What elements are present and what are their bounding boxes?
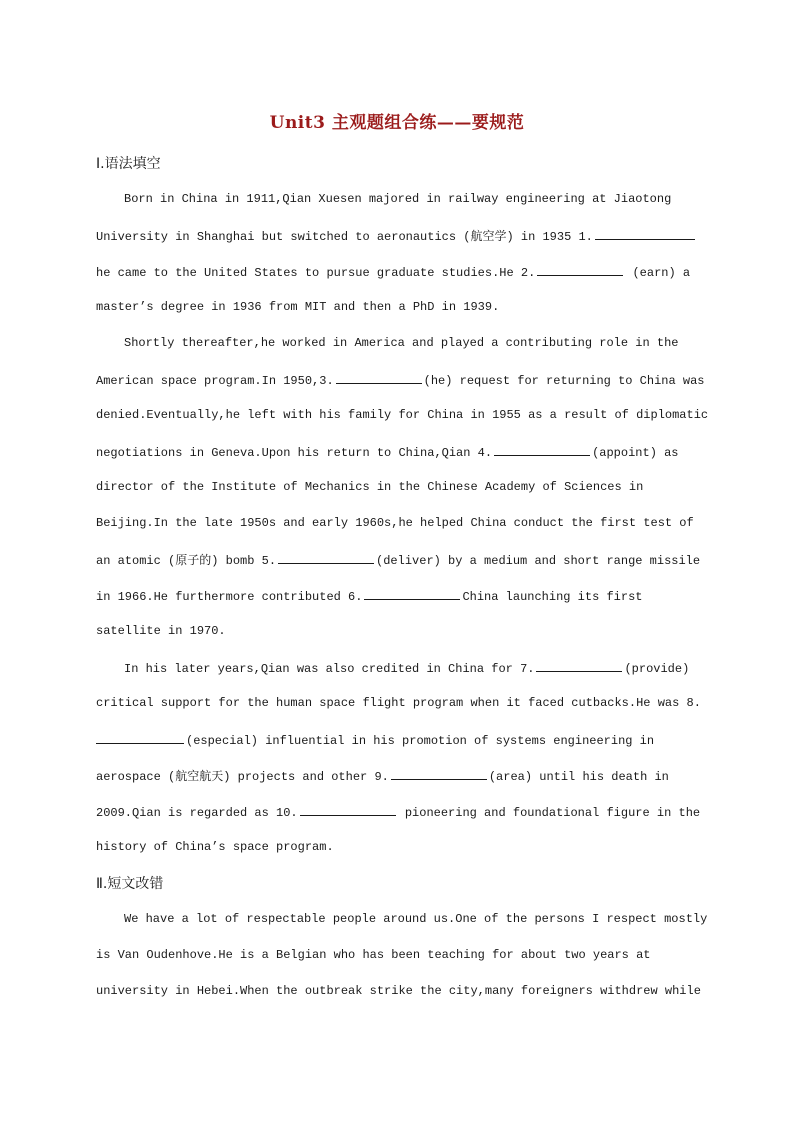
section-heading-correction: Ⅱ.短文改错 — [96, 876, 164, 892]
text-line — [124, 190, 724, 208]
answer-blank-4[interactable] — [494, 442, 590, 456]
answer-blank-7[interactable] — [536, 658, 622, 672]
line-text: University in Shanghai but switched to aeronautics (航空学) in 1935 1. — [96, 230, 593, 244]
text-line — [96, 406, 709, 424]
line-text: China launching its first — [462, 590, 643, 604]
line-text: master’s degree in 1936 from MIT and then a PhD in 1939. — [96, 300, 500, 314]
line-text: (appoint) as — [592, 446, 679, 460]
text-line — [96, 442, 696, 460]
line-text: Born in China in 1911,Qian Xuesen majored in railway engineering at Jiaotong — [124, 192, 672, 206]
section-heading-grammar: Ⅰ.语法填空 — [96, 156, 161, 172]
text-line — [96, 550, 701, 568]
line-text: (provide) — [624, 662, 690, 676]
text-line — [96, 586, 696, 604]
text-line — [96, 262, 696, 280]
line-text: (area) until his death in — [488, 770, 669, 784]
line-text: an atomic (原子的) bomb 5. — [96, 554, 277, 568]
text-line — [96, 838, 696, 856]
line-text: aerospace (航空航天) projects and other 9. — [96, 770, 389, 784]
text-line — [96, 730, 696, 748]
text-line — [96, 946, 696, 964]
line-text: (he) request for returning to China was — [423, 374, 705, 388]
line-text: Shortly thereafter,he worked in America and played a contributing role in the — [124, 336, 679, 350]
text-line — [96, 982, 701, 1000]
answer-blank-8[interactable] — [96, 730, 184, 744]
line-text: is Van Oudenhove.He is a Belgian who has been teaching for about two years at — [96, 948, 651, 962]
line-text: pioneering and foundational figure in the — [404, 806, 701, 820]
answer-blank-9[interactable] — [391, 766, 487, 780]
line-text: director of the Institute of Mechanics in the Chinese Academy of Sciences in — [96, 480, 644, 494]
text-line — [96, 478, 696, 496]
text-line — [96, 694, 701, 712]
answer-blank-6[interactable] — [364, 586, 460, 600]
line-text: (deliver) by a medium and short range missile — [376, 554, 701, 568]
text-line — [124, 334, 724, 352]
answer-blank-10[interactable] — [300, 802, 396, 816]
text-line — [96, 766, 696, 784]
text-line — [96, 622, 696, 640]
line-text: (especial) influential in his promotion of systems engineering in — [186, 734, 655, 748]
line-text: (earn) a — [632, 266, 691, 280]
text-line — [124, 910, 724, 928]
line-text: in 1966.He furthermore contributed 6. — [96, 590, 363, 604]
line-text: Beijing.In the late 1950s and early 1960s,he helped China conduct the first test of — [96, 516, 694, 530]
line-text: he came to the United States to pursue graduate studies.He 2. — [96, 266, 536, 280]
line-text: critical support for the human space flight program when it faced cutbacks.He was 8. — [96, 696, 701, 710]
answer-blank-5[interactable] — [278, 550, 374, 564]
line-text: negotiations in Geneva.Upon his return to China,Qian 4. — [96, 446, 493, 460]
text-line — [124, 658, 724, 676]
line-text: American space program.In 1950,3. — [96, 374, 334, 388]
answer-blank-2[interactable] — [537, 262, 623, 276]
line-text: satellite in 1970. — [96, 624, 226, 638]
answer-blank-1[interactable] — [595, 226, 695, 240]
line-text: denied.Eventually,he left with his family for China in 1955 as a result of diplomatic — [96, 408, 709, 422]
line-text: 2009.Qian is regarded as 10. — [96, 806, 298, 820]
page-title: Unit3 主观题组合练——要规范 — [269, 113, 525, 133]
text-line — [96, 226, 696, 244]
text-line — [96, 802, 701, 820]
answer-blank-3[interactable] — [336, 370, 422, 384]
line-text: history of China’s space program. — [96, 840, 334, 854]
text-line — [96, 370, 705, 388]
text-line — [96, 298, 696, 316]
line-text: We have a lot of respectable people around us.One of the persons I respect mostly — [124, 912, 708, 926]
line-text: In his later years,Qian was also credited in China for 7. — [124, 662, 535, 676]
line-text: university in Hebei.When the outbreak strike the city,many foreigners withdrew while — [96, 984, 701, 998]
text-line — [96, 514, 696, 532]
